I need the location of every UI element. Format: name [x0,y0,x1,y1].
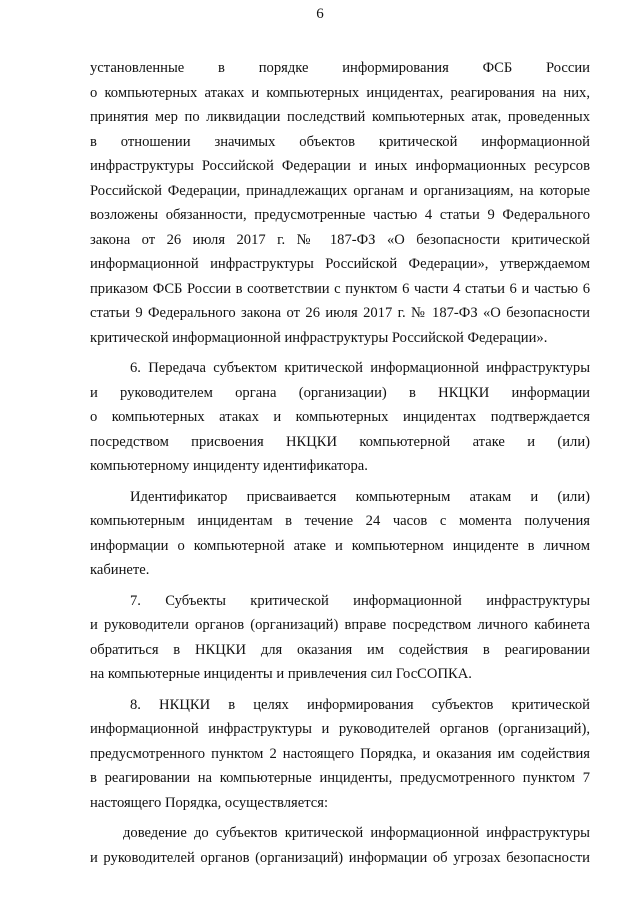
text-line: о компьютерных атаках и компьютерных инцидентах подтверждается [90,409,590,425]
text-line: и руководителей органов (организаций) информации об угрозах безопасности [90,849,590,866]
text-line: в отношении значимых объектов критической информационной [90,133,590,150]
text-line: информации о компьютерной атаке и компьютерном инциденте в личном [90,537,590,554]
page-number: 6 [316,6,324,22]
text-line: статьи 9 Федерального закона от 26 июля 2017 г. № 187-ФЗ «О безопасности [90,305,590,321]
paragraph-item-6 [90,356,590,479]
text-line: кабинете. [90,562,150,578]
text-line: на компьютерные инциденты и привлечения сил ГосСОПКА. [90,666,472,682]
paragraph-delivery [90,821,590,870]
text-line: 8. НКЦКИ в целях информирования субъектов критической [130,696,590,713]
text-line: настоящего Порядка, осуществляется: [90,794,329,811]
text-line: критической информационной инфраструктуры Российской Федерации». [90,329,548,346]
text-line: информационной инфраструктуры и руководителей органов (организаций), [90,721,590,737]
text-line: приказом ФСБ России в соответствии с пунктом 6 части 4 статьи 6 и частью 6 [90,280,590,297]
paragraph-item-8 [90,693,590,816]
text-line: 7. Субъекты критической информационной инфраструктуры [130,592,590,609]
text-line: доведение до субъектов критической информационной инфраструктуры [123,825,590,841]
text-line: возложены обязанности, предусмотренные частью 4 статьи 9 Федерального [90,207,590,223]
text-line: закона от 26 июля 2017 г. № 187-ФЗ «О безопасности критической [90,231,590,248]
text-line: обратиться в НКЦКИ для оказания им содействия в реагировании [90,641,590,658]
text-line: Российской Федерации, принадлежащих органам и организациям, на которые [90,182,590,199]
text-line: компьютерному инциденту идентификатора. [90,458,368,474]
text-line: информационной инфраструктуры Российской Федерации», утверждаемом [90,256,590,272]
text-line: Идентификатор присваивается компьютерным атакам и (или) [130,488,590,505]
text-line: принятия мер по ликвидации последствий компьютерных атак, проведенных [90,109,590,125]
paragraph-continuation [90,56,590,350]
text-line: в реагировании на компьютерные инциденты, предусмотренного пунктом 7 [90,770,590,786]
text-line: посредством присвоения НКЦКИ компьютерной атаке и (или) [90,433,590,450]
text-line: предусмотренного пунктом 2 настоящего Порядка, и оказания им содействия [90,745,590,762]
text-line: установленные в порядке информирования ФСБ России [90,60,590,76]
text-line: о компьютерных атаках и компьютерных инцидентах, реагирования на них, [90,84,590,101]
text-line: и руководители органов (организаций) вправе посредством личного кабинета [90,617,590,633]
paragraph-item-7 [90,589,590,687]
text-line: 6. Передача субъектом критической информационной инфраструктуры [130,360,590,376]
text-line: и руководителем органа (организации) в НКЦКИ информации [90,384,590,401]
text-line: инфраструктуры Российской Федерации и иных информационных ресурсов [90,158,590,174]
document-body [90,56,590,876]
text-line: компьютерным инцидентам в течение 24 часов с момента получения [90,513,590,529]
paragraph-identifier [90,485,590,583]
